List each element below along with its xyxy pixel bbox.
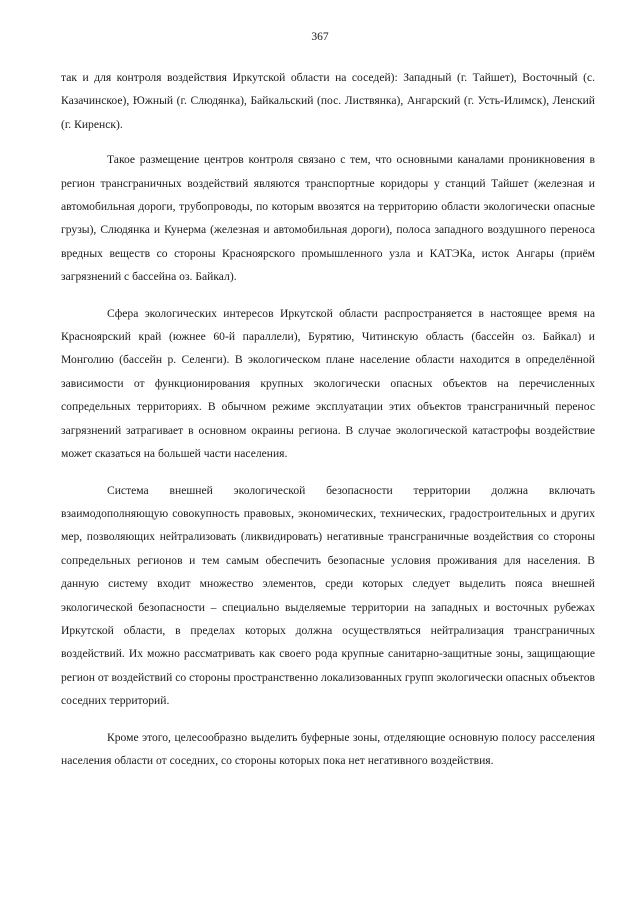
- page-number: 367: [311, 31, 329, 43]
- paragraph-buffer-zones: Кроме этого, целесообразно выделить буферные зоны, отделяющие основную полосу расселения населения области от соседних, со стороны которых пока нет негативного воздействия.: [61, 730, 595, 767]
- paragraph-ecological-interests: Сфера экологических интересов Иркутской области распространяется в настоящее время на Красноярский край (южнее 60-й параллели), Бурятию, Читинскую область (бассейн оз. Байкал) и Монголию (бассейн р. Селенги). В экологическом плане население области находится в определённой зависимости от функционирования крупных экологически опасных объектов на перечисленных сопредельных территориях. В обычном режиме эксплуатации этих объектов трансграничный перенос загрязнений затрагивает в основном окраины региона. В случае экологической катастрофы воздействие может сказаться на большей части населения.: [61, 306, 595, 461]
- paragraph-control-centers: Такое размещение центров контроля связано с тем, что основными каналами проникновения в регион трансграничных воздействий являются транспортные коридоры у станций Тайшет (железная и автомобильная дороги, трубопроводы, по которым ввозятся на территорию области экологически опасные грузы), Слюдянка и Кунерма (железная и автомобильная дороги), полоса западного воздушного переноса вредных веществ со стороны Красноярского промышленного узла и КАТЭКа, исток Ангары (приём загрязнений с бассейна оз. Байкал).: [61, 153, 595, 284]
- paragraph-external-security-system: Система внешней экологической безопасности территории должна включать взаимодополняющую совокупность правовых, экономических, технических, градостроительных и других мер, позволяющих нейтрализовать (ликвидировать) негативные трансграничные воздействия со стороны сопредельных регионов и тем самым обеспечить безопасные условия проживания для населения. В данную систему входит множество элементов, среди которых следует выделить пояса внешней экологической безопасности – специально выделяемые территории на западных и восточных рубежах Иркутской области, в пределах которых должна осуществляться нейтрализация трансграничных воздействий. Их можно рассматривать как своего рода крупные санитарно-защитные зоны, защищающие регион от воздействий со стороны пространственно локализованных групп экологически опасных объектов соседних территорий.: [61, 483, 595, 708]
- document-body: [61, 66, 595, 772]
- paragraph-continuation: так и для контроля воздействия Иркутской области на соседей): Западный (г. Тайшет), Восточный (с. Казачинское), Южный (г. Слюдянка), Байкальский (пос. Листвянка), Ангарский (г. Усть-Илимск), Ленский (г. Киренск).: [61, 71, 595, 131]
